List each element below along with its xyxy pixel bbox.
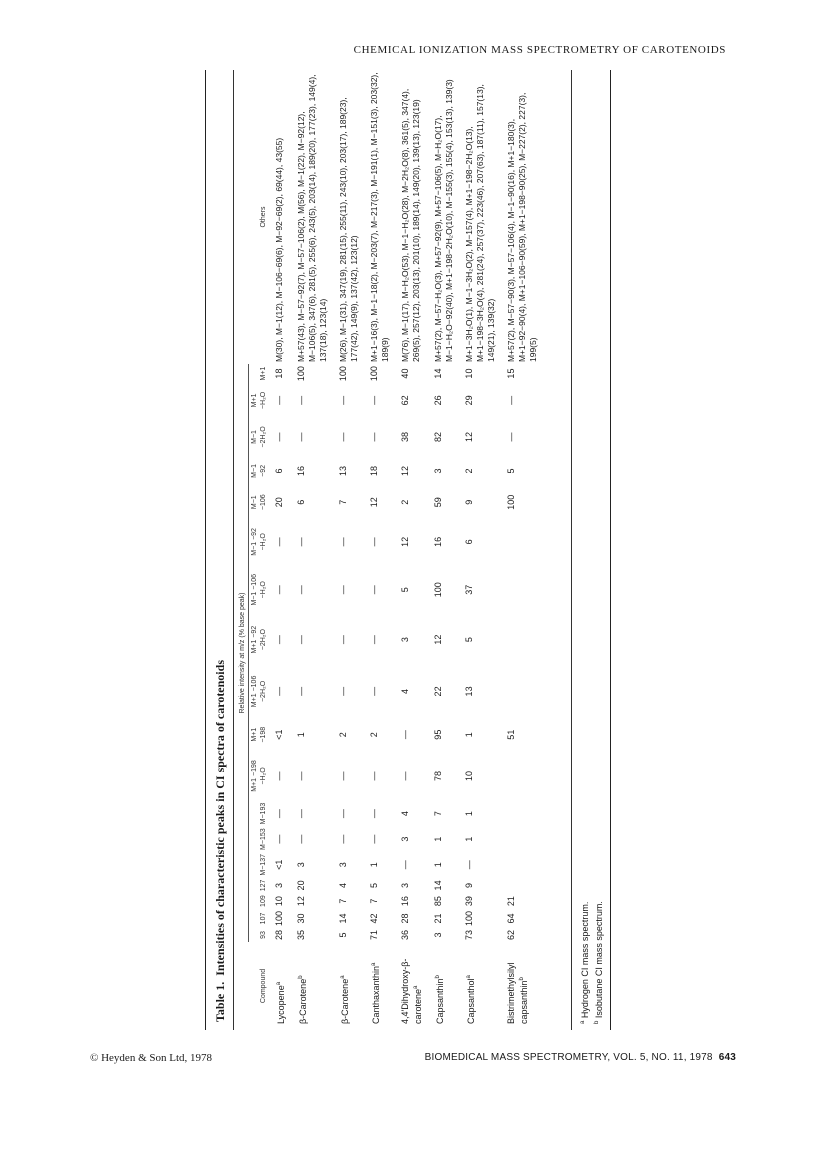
intensity-cell: 1 [464,836,474,842]
column-header: Others [260,206,267,228]
intensity-cell: 7 [369,898,379,904]
intensity-cell: 21 [506,896,516,907]
column-header: M−137 [260,853,267,876]
intensity-cell: 100 [464,910,474,926]
intensity-cell [501,878,543,894]
intensity-cell: 51 [506,729,516,740]
intensity-cell: 12 [400,536,410,547]
intensity-cell: 64 [506,913,516,924]
intensity-cell: — [338,771,348,781]
table-number: Table 1. [213,981,227,1022]
others-cell: M+57(2), M−57−H₂O(3), M+57−92(9), M+57−106(5), M−H₂O(17), M−1−H₂O−92(40), M+1−198−2H₂O(10), M−155(3), 155(4), 153(13), 139(3) [433,79,454,362]
table-row [395,70,428,1030]
journal-name: BIOMEDICAL MASS SPECTROMETRY, VOL. 5, NO. 11, 1978 [424,1052,713,1063]
intensity-cell: — [338,686,348,696]
intensity-cell: 1 [464,732,474,738]
intensity-cell: — [506,432,516,442]
intensity-cell: 5 [464,637,474,643]
intensity-cell: 12 [433,634,443,645]
intensity-cell: — [369,686,379,696]
intensity-cell: 3 [338,862,348,868]
intensity-cell: 5 [338,932,348,938]
intensity-cell: 40 [400,368,410,379]
others-cell: M(30), M−1(12), M−106−69(6), M−92−69(2), 69(44), 43(55) [274,137,284,362]
copyright: © Heyden & Son Ltd, 1978 [90,1052,213,1064]
column-header: M−1 −92 −H₂O [251,528,267,556]
table-row [333,70,364,1030]
intensity-cell: — [369,635,379,645]
intensity-cell: 9 [464,882,474,888]
intensity-cell: 3 [433,932,443,938]
intensity-cell: 3 [274,882,284,888]
others-cell: M(26), M−1(31), 347(19), 281(15), 255(11), 243(10), 203(17), 189(23), 177(42), 149(9), 137(42), 123(12) [338,97,359,362]
column-header: M−153 [260,828,267,850]
intensity-cell: 18 [274,368,284,379]
column-header: M+1 −106 −2H₂O [251,675,267,708]
journal-footer [425,1052,736,1063]
compound-name: Capsanthol$^a$ [466,975,476,1024]
compound-name: Lycopene$^a$ [276,981,286,1024]
intensity-cell: — [338,834,348,844]
top-rule [233,70,234,1030]
intensity-cell: <1 [274,859,284,870]
others-cell: M(76), M−1(17), M−H₂O(53), M−1−H₂O(28), M−2H₂O(8), 361(5), 347(4), 269(5), 257(12), 203(13), 201(10), 189(14), 149(20), 139(13), 123(19) [400,88,421,362]
bottom-rule [571,70,572,1030]
intensity-cell: 20 [296,880,306,891]
intensity-cell: 2 [338,732,348,738]
footnote-mark: a [466,975,472,979]
footnote-mark: a [276,981,282,986]
intensity-cell: — [338,585,348,595]
intensity-cell: — [274,395,284,405]
intensity-cell: — [296,809,306,819]
intensity-cell: — [274,537,284,547]
table-frame-right [610,70,611,1030]
column-header: M+1 [260,366,267,381]
compound-name: Capsanthin$^b$ [435,975,445,1024]
intensity-cell: — [338,537,348,547]
intensity-cell: — [274,771,284,781]
intensity-cell: — [296,635,306,645]
intensity-cell: 3 [400,637,410,643]
intensity-cell: 78 [433,770,443,781]
footnote-mark: a [413,985,419,989]
intensity-cell: 5 [400,587,410,593]
intensity-cell: — [274,686,284,696]
intensity-cell: 6 [464,539,474,545]
intensity-cell: — [274,809,284,819]
column-header: 93 [260,931,267,939]
intensity-cell: 16 [433,536,443,547]
data-table [237,70,543,1030]
intensity-cell: 20 [274,497,284,508]
intensity-cell: 15 [506,368,516,379]
table-title [213,660,228,1022]
others-cell: M+57(43), M−57−92(7), M−57−106(2), M(56), M−1(22), M−92(12), M−106(5), 347(6), 281(5), 255(6), 243(5), 203(14), 189(20), 177(23), 149(4), 137(18), 123(14) [296,74,328,362]
intensity-cell: 71 [369,929,379,940]
intensity-cell: 10 [464,368,474,379]
intensity-cell: — [296,537,306,547]
intensity-cell: — [369,809,379,819]
column-header: M−193 [260,802,267,825]
intensity-cell: — [464,860,474,870]
intensity-cell: 30 [296,913,306,924]
column-header: 109 [260,895,267,907]
intensity-cell: — [338,809,348,819]
rotated-table [205,70,610,1030]
intensity-cell: 3 [296,862,306,868]
column-header: M−1 −106 [251,494,267,511]
intensity-cell: 35 [296,929,306,940]
intensity-cell: 10 [464,770,474,781]
intensity-cell: — [369,771,379,781]
column-header: 107 [260,912,267,925]
intensity-cell: 37 [464,584,474,595]
intensity-cell: 13 [464,686,474,697]
intensity-cell: 9 [464,499,474,505]
intensity-cell: 2 [464,468,474,474]
footnote: $^a$ Hydrogen CI mass spectrum. [580,901,590,1024]
intensity-cell: 7 [338,499,348,505]
intensity-cell: — [400,860,410,870]
intensity-cell: — [400,771,410,781]
column-header: M−1 −2H₂O [251,426,267,448]
intensity-cell: — [338,432,348,442]
intensity-cell: 3 [400,836,410,842]
intensity-cell: 6 [274,468,284,474]
intensity-cell [501,751,543,801]
intensity-cell: — [274,432,284,442]
intensity-cell: 36 [400,929,410,940]
intensity-cell: 10 [274,896,284,907]
compound-name: Bistrimethylsilyl capsanthin$^b$ [506,962,529,1024]
intensity-cell: 100 [338,366,348,382]
intensity-cell: — [296,834,306,844]
intensity-cell: 3 [433,468,443,474]
intensity-cell: — [338,635,348,645]
intensity-cell: — [369,834,379,844]
table-row [459,70,501,1030]
intensity-cell: — [400,730,410,740]
intensity-cell: 1 [433,836,443,842]
column-header: M−1 −106 −H₂O [251,574,267,606]
intensity-cell: 39 [464,896,474,907]
intensity-cell: — [296,585,306,595]
intensity-cell: 29 [464,395,474,406]
header-row [249,70,270,1030]
intensity-cell: 42 [369,913,379,924]
intensity-cell: — [369,432,379,442]
compound-name: Canthaxanthin$^a$ [371,962,381,1024]
intensity-cell: — [296,395,306,405]
column-header: 127 [260,879,267,892]
intensity-cell: — [296,771,306,781]
intensity-cell: 59 [433,497,443,508]
intensity-cell: 82 [433,431,443,442]
others-cell: M+57(2), M−57−90(3), M−57−106(4), M−1−90(16), M+1−180(3), M+1−92−90(4), M+1−106−90(59), M+1−198−90(25), M−227(2), 227(3), 199(5) [506,92,538,362]
footnote-mark: b [435,975,441,979]
intensity-cell: 28 [400,913,410,924]
intensity-cell: — [296,686,306,696]
intensity-cell: — [274,585,284,595]
intensity-cell: — [274,635,284,645]
intensity-cell [501,615,543,665]
intensity-cell: 100 [274,910,284,926]
compound-name: 4,4′Dihydroxy-β-carotene$^a$ [400,958,423,1024]
intensity-cell [501,519,543,565]
intensity-cell: 12 [464,431,474,442]
intensity-cell: 100 [296,366,306,382]
intensity-cell: 12 [400,465,410,476]
intensity-cell: 16 [296,465,306,476]
intensity-cell: 85 [433,896,443,907]
intensity-cell: 1 [369,862,379,868]
intensity-cell: 18 [369,465,379,476]
intensity-cell: 100 [506,494,516,510]
column-header: M−1 −92 [251,464,267,478]
intensity-cell: 1 [464,811,474,817]
page-number: 643 [718,1052,736,1063]
intensity-cell: 21 [433,913,443,924]
intensity-cell: 12 [369,497,379,508]
table-caption: Intensities of characteristic peaks in CI spectra of carotenoids [213,660,227,976]
intensity-cell: 3 [400,882,410,888]
intensity-cell: 62 [506,929,516,940]
intensity-cell: 100 [433,582,443,598]
intensity-cell: — [296,432,306,442]
column-header: M+1 −198 −H₂O [251,760,267,792]
footnote-mark: a [371,962,377,966]
intensity-cell: 4 [400,811,410,817]
intensity-cell: 13 [338,465,348,476]
intensity-cell: 28 [274,929,284,940]
running-header: CHEMICAL IONIZATION MASS SPECTROMETRY OF CAROTENOIDS [353,44,726,56]
intensity-cell: 5 [506,468,516,474]
intensity-cell: 62 [400,395,410,406]
intensity-cell: 7 [433,811,443,817]
intensity-cell: — [274,834,284,844]
intensity-cell: 16 [400,896,410,907]
intensity-cell [501,826,543,852]
intensity-cell: 1 [433,862,443,868]
intensity-cell: 100 [369,366,379,382]
intensity-cell [501,852,543,878]
compound-name: β-Carotene$^a$ [340,975,350,1024]
footnote-mark: b [519,977,525,981]
intensity-cell: 95 [433,729,443,740]
column-header: Compound [260,968,267,1004]
intensity-cell: — [338,395,348,405]
intensity-cell: 5 [369,882,379,888]
footnote-mark: b [298,975,304,979]
intensity-cell [501,665,543,718]
table-row [501,70,543,1030]
column-spanner: Relative intensity at m/z (% base peak) [237,364,249,942]
intensity-cell: 38 [400,431,410,442]
intensity-cell: — [369,537,379,547]
table-body [269,70,543,1030]
intensity-cell: 2 [400,499,410,505]
table-row [364,70,395,1030]
others-cell: M+1−3H₂O(1), M−1−3H₂O(2), M−157(4), M+1−198−2H₂O(13), M+1−198−3H₂O(4), 281(24), 257(37), 223(46), 207(63), 187(11), 157(13), 149(21), 139(32) [464,84,496,362]
intensity-cell: 14 [433,880,443,891]
others-cell: M+1−16(3), M−1−18(2), M−203(7), M−217(3), M−191(1), M−151(3), 203(32), 189(9) [369,72,390,362]
intensity-cell: 12 [296,896,306,907]
intensity-cell: 14 [338,913,348,924]
table-row [428,70,459,1030]
table-row [291,70,333,1030]
intensity-cell: 1 [296,732,306,738]
intensity-cell: — [369,395,379,405]
footnote-mark: a [340,975,346,979]
compound-name: β-Carotene$^b$ [298,975,308,1024]
intensity-cell [501,565,543,615]
intensity-cell: 73 [464,929,474,940]
intensity-cell: 14 [433,368,443,379]
intensity-cell [501,801,543,827]
intensity-cell: 4 [400,688,410,694]
intensity-cell: 7 [338,898,348,904]
intensity-cell: 6 [296,499,306,505]
intensity-cell: 4 [338,882,348,888]
intensity-cell: — [369,585,379,595]
intensity-cell: 2 [369,732,379,738]
table-row [269,70,291,1030]
intensity-cell: 26 [433,395,443,406]
footnotes [577,901,605,1024]
column-header: M+1 −198 [251,726,267,743]
intensity-cell: <1 [274,729,284,740]
column-header: M+1 −H₂O [251,391,267,410]
intensity-cell: — [506,395,516,405]
column-header: M+1 −92 −2H₂O [251,625,267,654]
footnote: $^b$ Isobutane CI mass spectrum. [594,901,604,1024]
intensity-cell: 22 [433,686,443,697]
